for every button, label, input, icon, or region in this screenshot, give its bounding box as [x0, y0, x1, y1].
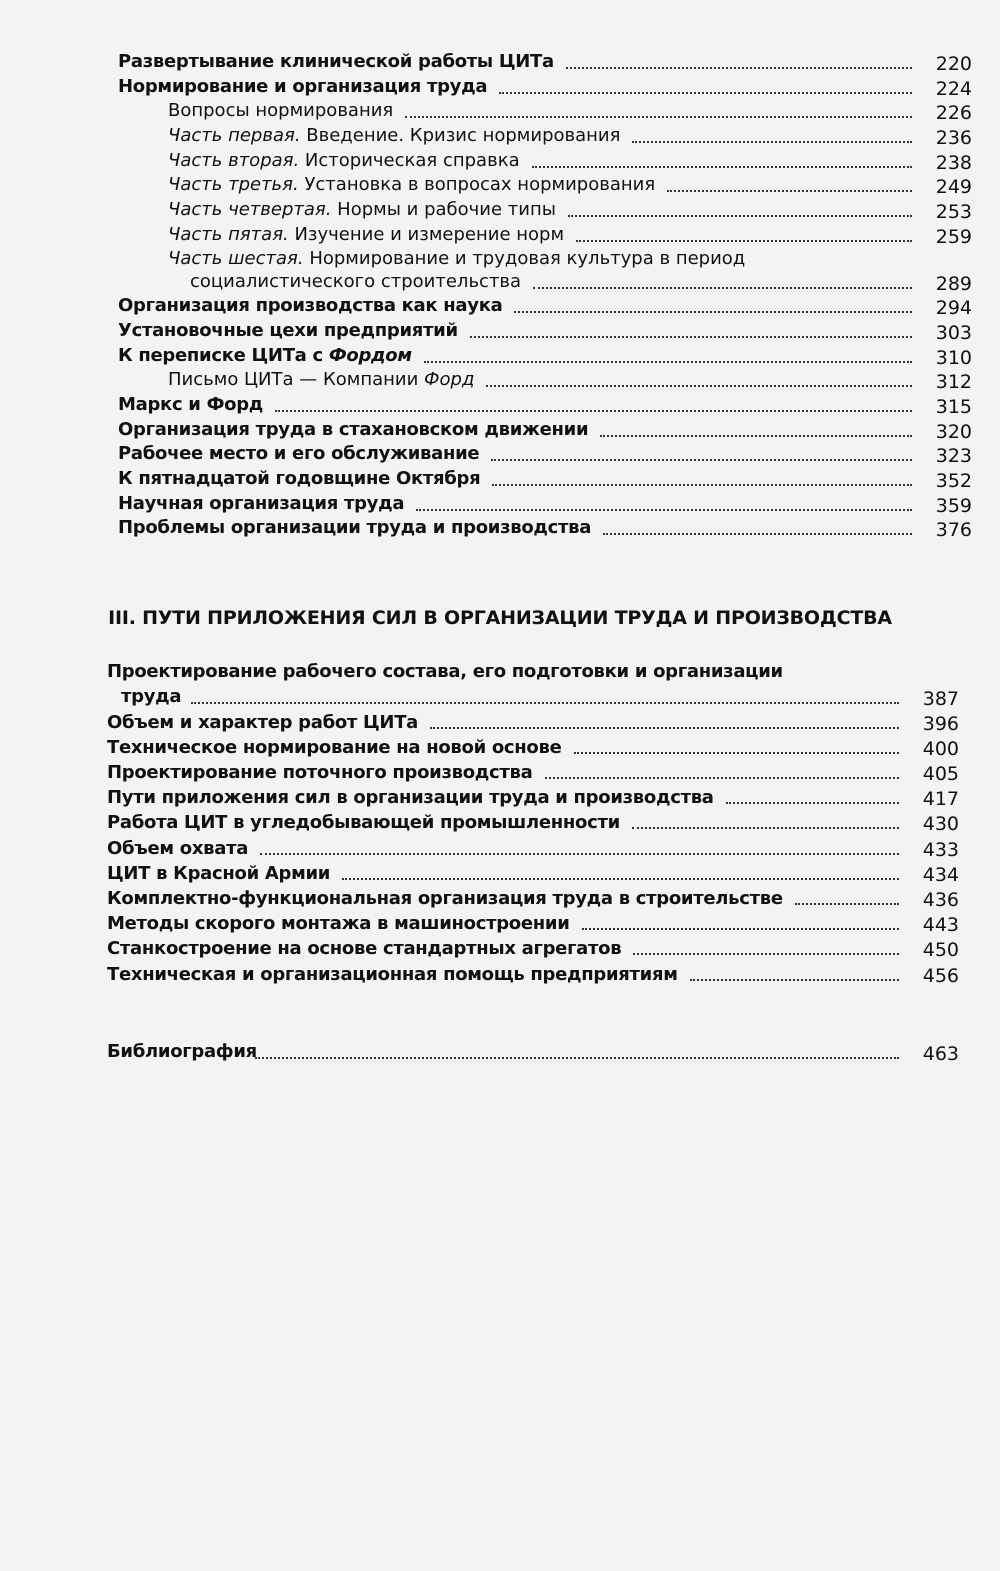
page-number: 387	[922, 688, 959, 710]
entry-title: Организация производства как наука	[118, 295, 503, 317]
page-number: 249	[935, 176, 972, 199]
leader-dots	[191, 702, 899, 704]
entry-italic-part: Часть первая.	[168, 125, 301, 147]
entry-title: Объем и характер работ ЦИТа	[107, 711, 419, 733]
section-ii-entries	[0, 50, 1000, 541]
entry-text: Введение. Кризис нормирования	[300, 125, 621, 147]
entry-text: Нормы и рабочие типы	[331, 199, 556, 221]
leader-dots	[260, 853, 899, 855]
entry-title	[168, 198, 556, 223]
page-number: 253	[935, 201, 972, 224]
page-number: 433	[922, 838, 959, 861]
page-number: 315	[935, 395, 972, 418]
leader-dots	[430, 727, 899, 729]
leader-dots	[566, 67, 912, 69]
entry-title: Развертывание клинической работы ЦИТа	[118, 51, 554, 72]
entry-title: Проблемы организации труда и производства	[118, 517, 592, 539]
page-number: 294	[935, 297, 972, 320]
entry-title: Установочные цехи предприятий	[118, 319, 458, 341]
leader-dots	[491, 459, 912, 461]
page-number: 456	[922, 964, 959, 987]
page-number: 434	[922, 863, 959, 886]
page-number: 320	[935, 420, 972, 443]
toc-entry	[118, 516, 972, 541]
toc-entry	[107, 836, 959, 861]
entry-italic-part: Часть четвертая.	[168, 199, 332, 221]
toc-entry	[107, 785, 959, 810]
toc-entry	[118, 50, 972, 75]
entry-title: Комплектно-функциональная организация труда в строительстве	[107, 888, 783, 909]
toc-entry	[118, 442, 972, 467]
page-number: 226	[935, 102, 972, 125]
entry-text: Установка в вопросах нормирования	[298, 174, 656, 196]
entry-title	[168, 223, 564, 248]
entry-title	[168, 173, 655, 198]
entry-title: Пути приложения сил в организации труда и производства	[107, 787, 714, 809]
toc-entry	[118, 492, 972, 517]
page-number: 238	[935, 151, 972, 174]
toc-entry	[190, 270, 972, 295]
entry-italic-part: Фордом	[328, 344, 412, 366]
toc-entry	[168, 124, 972, 149]
toc-entry	[107, 936, 959, 961]
entry-italic-part: Часть шестая.	[168, 247, 304, 269]
leader-dots	[633, 953, 899, 955]
page-number: 359	[935, 494, 972, 517]
leader-dots	[492, 484, 912, 486]
page-number: 220	[935, 53, 972, 75]
entry-title: Вопросы нормирования	[168, 100, 394, 122]
entry-italic-part: Часть третья.	[168, 174, 299, 196]
page-number: 352	[935, 470, 972, 492]
leader-dots	[574, 752, 900, 754]
leader-dots	[582, 928, 899, 930]
leader-dots	[470, 336, 912, 338]
page-number: 303	[935, 321, 972, 344]
entry-title: Методы скорого монтажа в машиностроении	[107, 913, 570, 935]
section-iii-heading: III. ПУТИ ПРИЛОЖЕНИЯ СИЛ В ОРГАНИЗАЦИИ ТРУДА И ПРОИЗВОДСТВА	[108, 607, 892, 629]
leader-dots	[416, 509, 912, 511]
entry-title: Объем охвата	[107, 837, 249, 859]
leader-dots	[545, 777, 900, 779]
leader-dots	[499, 92, 912, 94]
page-number: 259	[935, 225, 972, 248]
page-number: 323	[935, 445, 972, 468]
entry-text: Письмо ЦИТа — Компании	[168, 369, 425, 391]
toc-entry	[118, 294, 972, 319]
toc-entry	[168, 223, 972, 248]
entry-title: Проектирование поточного производства	[107, 762, 533, 784]
toc-entry	[121, 685, 959, 710]
entry-text: Изучение и измерение норм	[288, 223, 565, 245]
entry-title	[168, 124, 620, 149]
toc-entry	[107, 886, 959, 911]
page-number: 430	[922, 813, 959, 836]
toc-entry-line	[168, 248, 1000, 270]
page-number: 289	[935, 272, 972, 295]
leader-dots	[486, 385, 912, 387]
leader-dots	[690, 979, 899, 981]
bibliography-entry	[0, 1040, 1000, 1065]
toc-entry	[168, 149, 972, 174]
leader-dots	[533, 287, 912, 289]
entry-title: Техническое нормирование на новой основе	[107, 736, 562, 758]
leader-dots	[342, 878, 899, 880]
leader-dots	[726, 802, 899, 804]
page-number: 450	[922, 939, 959, 962]
toc-entry	[107, 861, 959, 886]
leader-dots	[405, 116, 912, 118]
section-iii-entries	[0, 659, 1000, 987]
page-number: 224	[935, 77, 972, 100]
entry-title	[168, 149, 520, 174]
page-number: 405	[922, 763, 959, 786]
leader-dots	[667, 190, 912, 192]
page-number: 236	[935, 127, 972, 150]
entry-title: Техническая и организационная помощь предприятиям	[107, 963, 678, 985]
entry-title: Маркс и Форд	[118, 393, 264, 415]
entry-italic-part: Часть вторая.	[168, 149, 300, 171]
toc-entry	[118, 467, 972, 492]
toc-entry-line: Проектирование рабочего состава, его подготовки и организации	[107, 661, 783, 682]
entry-continuation: труда	[121, 686, 182, 707]
bibliography-label: Библиография	[107, 1041, 257, 1062]
entry-title: Нормирование и трудовая культура в период	[303, 247, 746, 269]
toc-entry	[168, 99, 972, 124]
leader-dots	[600, 435, 912, 437]
page-number: 396	[922, 712, 959, 735]
page-number: 436	[922, 889, 959, 911]
entry-continuation: социалистического строительства	[190, 270, 522, 292]
entry-title: ЦИТ в Красной Армии	[107, 862, 331, 884]
entry-title	[118, 344, 412, 369]
entry-title: Работа ЦИТ в угледобывающей промышленности	[107, 812, 620, 834]
leader-dots	[603, 533, 912, 535]
entry-title: Рабочее место и его обслуживание	[118, 443, 480, 465]
toc-entry	[107, 710, 959, 735]
toc-entry	[168, 198, 972, 223]
page-number: 400	[922, 737, 959, 760]
toc-entry	[118, 344, 972, 369]
entry-title: Нормирование и организация труда	[118, 75, 488, 97]
leader-dots	[532, 166, 912, 168]
leader-dots	[275, 410, 912, 412]
toc-entry	[107, 810, 959, 835]
entry-italic-part: Часть пятая.	[168, 223, 289, 245]
leader-dots	[255, 1057, 899, 1059]
leader-dots	[514, 311, 912, 313]
entry-title: К пятнадцатой годовщине Октября	[118, 468, 481, 489]
leader-dots	[424, 361, 912, 363]
page-number: 463	[922, 1043, 959, 1065]
toc-entry	[118, 393, 972, 418]
toc-entry	[107, 760, 959, 785]
toc-entry	[118, 418, 972, 443]
page-number: 376	[935, 519, 972, 542]
toc-entry	[168, 173, 972, 198]
entry-title: Организация труда в стахановском движении	[118, 418, 589, 440]
toc-entry	[118, 319, 972, 344]
page-number: 417	[922, 788, 959, 811]
leader-dots	[632, 141, 912, 143]
page-number: 312	[935, 371, 972, 394]
toc-entry	[107, 911, 959, 936]
entry-italic-part: Форд	[424, 369, 475, 391]
toc-entry	[168, 368, 972, 393]
entry-title	[168, 368, 474, 393]
leader-dots	[795, 903, 899, 905]
entry-title: Станкостроение на основе стандартных агрегатов	[107, 938, 622, 960]
entry-title: Научная организация труда	[118, 492, 405, 514]
entry-text: Историческая справка	[299, 149, 520, 171]
page-number: 443	[922, 914, 959, 937]
toc-entry	[107, 735, 959, 760]
leader-dots	[568, 215, 912, 217]
leader-dots	[576, 240, 912, 242]
leader-dots	[632, 827, 899, 829]
entry-text: К переписке ЦИТа с	[118, 344, 329, 366]
page-number: 310	[935, 346, 972, 369]
toc-entry	[107, 962, 959, 987]
toc-entry	[118, 75, 972, 100]
